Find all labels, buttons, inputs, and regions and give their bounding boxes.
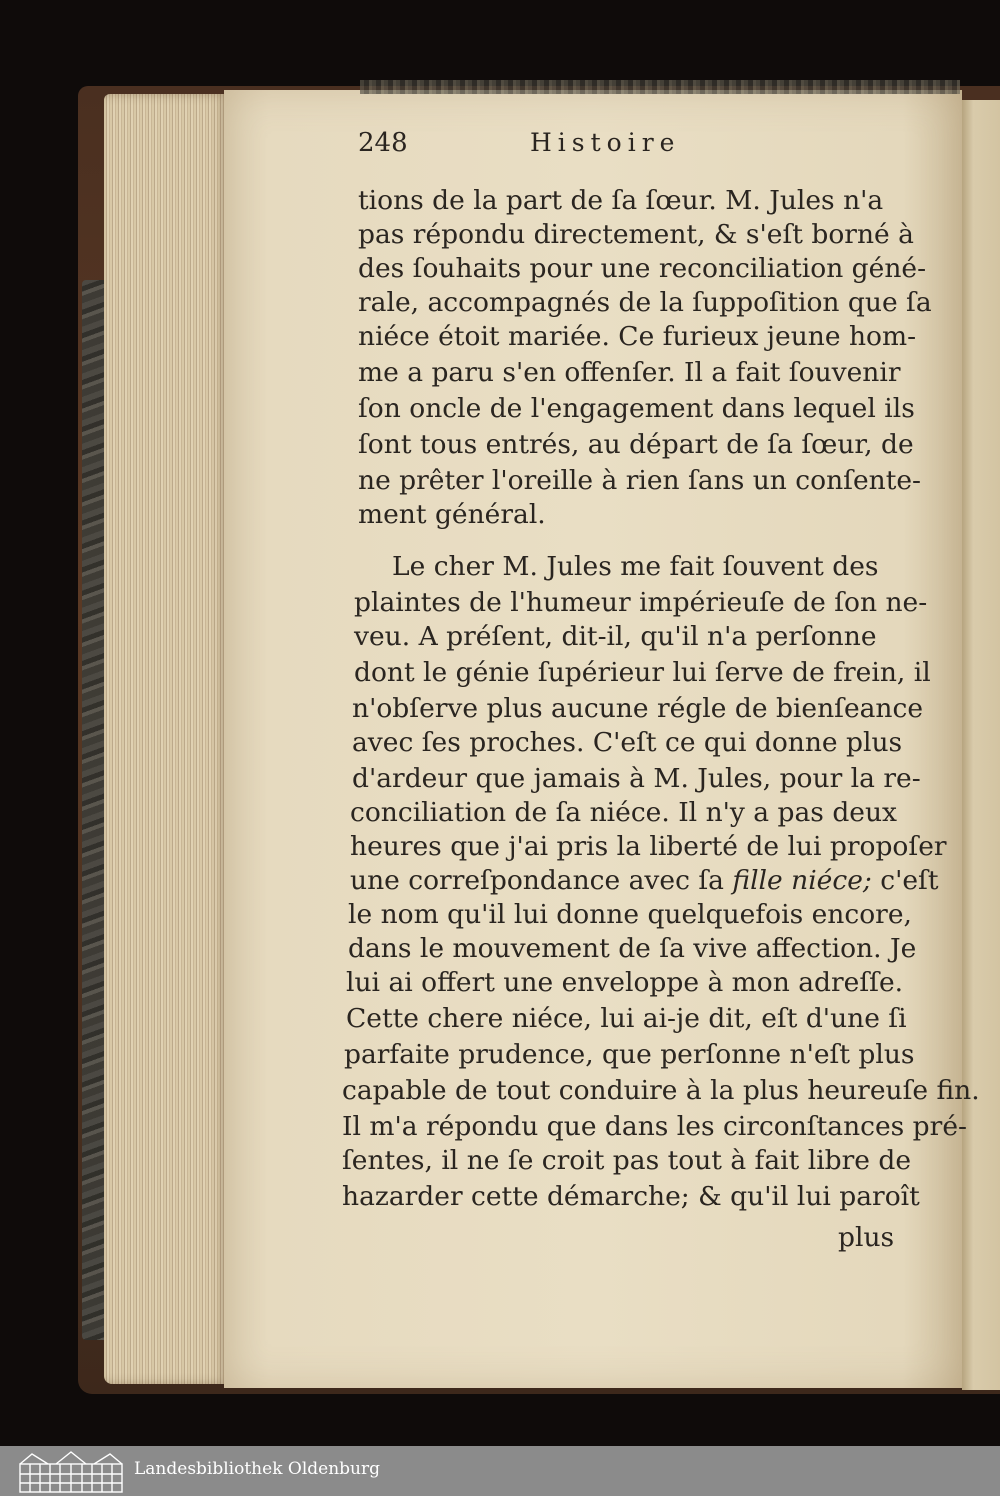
text-line: des ſouhaits pour une reconciliation géné- [358, 253, 927, 284]
text-line [350, 864, 939, 898]
italic-phrase: fille niéce; [732, 865, 872, 896]
text-line: ſentes, il ne ſe croit pas tout à fait libre de [342, 1145, 912, 1176]
text-line: niéce étoit mariée. Ce furieux jeune hom- [358, 321, 917, 352]
text-line: capable de tout conduire à la plus heureuſe fin. [342, 1075, 980, 1106]
text-line: Il m'a répondu que dans les circonſtances pré- [342, 1111, 967, 1142]
text-line: Cette chere niéce, lui ai-je dit, eſt d'une ſi [346, 1003, 907, 1034]
text-line: tions de la part de ſa ſœur. M. Jules n'a [358, 185, 884, 216]
text-line: lui ai offert une enveloppe à mon adreſſe. [346, 967, 904, 998]
page-edges [104, 94, 228, 1384]
text-line: d'ardeur que jamais à M. Jules, pour la re- [352, 763, 921, 794]
text-line: ſont tous entrés, au départ de ſa ſœur, de [358, 429, 914, 460]
catchword: plus [838, 1222, 895, 1253]
text-line: pas répondu directement, & s'eſt borné à [358, 219, 914, 250]
text-line: ſon oncle de l'engagement dans lequel ils [358, 393, 915, 424]
text-line: veu. A préſent, dit-il, qu'il n'a perſonne [354, 621, 877, 652]
page-number: 248 [358, 128, 408, 158]
text-line: le nom qu'il lui donne quelquefois encore, [348, 899, 912, 930]
library-building-logo [18, 1450, 124, 1494]
text-line: dans le mouvement de ſa vive affection. Je [348, 933, 917, 964]
text-line: parfaite prudence, que perſonne n'eſt plus [344, 1039, 915, 1070]
text-line: Le cher M. Jules me fait ſouvent des [392, 551, 879, 582]
text-line: conciliation de ſa niéce. Il n'y a pas deux [350, 797, 897, 828]
text-line: plaintes de l'humeur impérieuſe de ſon ne- [354, 587, 928, 618]
text-line: avec ſes proches. C'eſt ce qui donne plus [352, 727, 903, 758]
text-segment: c'eſt [871, 865, 939, 896]
page-top-edge [360, 80, 960, 94]
text-line: heures que j'ai pris la liberté de lui propoſer [350, 831, 947, 862]
text-line: ne prêter l'oreille à rien ſans un conſente- [358, 465, 922, 496]
running-head: Histoire [530, 128, 681, 157]
text-line: ment général. [358, 499, 546, 530]
text-line: rale, accompagnés de la ſuppoſition que ſa [358, 287, 932, 318]
text-line: me a paru s'en offenſer. Il a fait ſouvenir [358, 357, 901, 388]
facing-page-edge [962, 100, 1000, 1390]
text-segment: une correſpondance avec ſa [350, 865, 724, 896]
text-line: dont le génie ſupérieur lui ſerve de frein, il [354, 657, 931, 688]
text-line: n'obſerve plus aucune régle de bienſeance [352, 693, 924, 724]
text-line: hazarder cette démarche; & qu'il lui paroît [342, 1181, 920, 1212]
footer-institution-label: Landesbibliothek Oldenburg [134, 1459, 381, 1479]
